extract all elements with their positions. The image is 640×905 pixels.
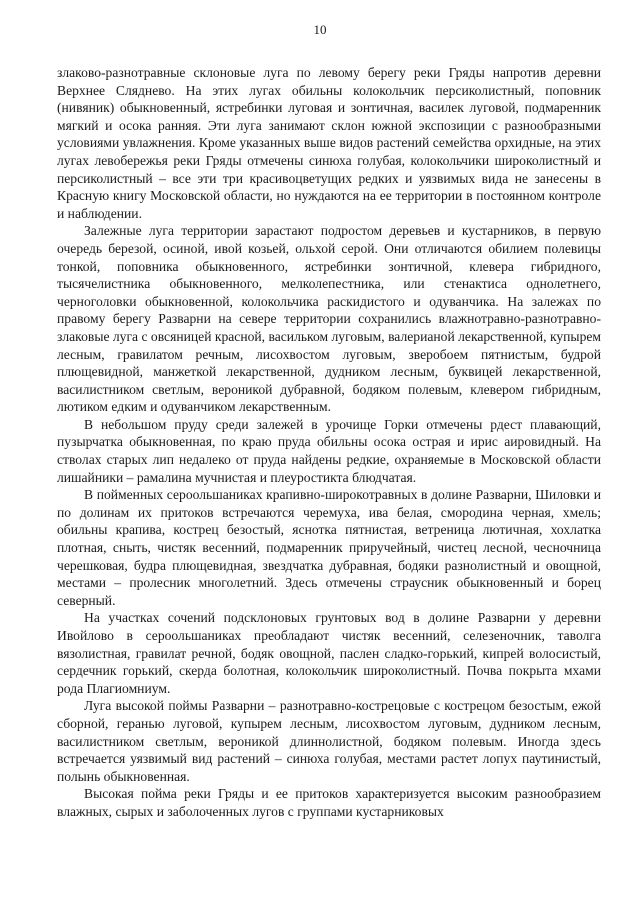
- paragraph-2: Залежные луга территории зарастают подростом деревьев и кустарников, в первую очередь березой, осиной, ивой козьей, ольхой серой. Они отличаются обилием полевицы тонкой, поповника обыкновенного, ястребинки зонтичной, клевера гибридного, тысячелистника обыкновенного, мелколепестника, или стенактиса однолетнего, черноголовки обыкновенной, колокольчика раскидистого и одуванчика. На залежах по правому берегу Разварни на севере территории сохранились влажнотравно-разнотравно-злаковые луга с овсяницей красной, васильком луговым, валерианой лекарственной, купырем лесным, гравилатом речным, лисохвостом луговым, зверобоем пятнистым, будрой плющевидной, манжеткой лекарственной, дудником лесным, буквицей лекарственной, василистником светлым, вероникой дубравной, бодяком полевым, клевером гибридным, лютиком едким и одуванчиком лекарственным.: [57, 223, 601, 415]
- paragraph-1: злаково-разнотравные склоновые луга по левому берегу реки Гряды напротив деревни Верхнее Сляднево. На этих лугах обильны колокольчик персиколистный, поповник (нивяник) обыкновенный, ястребинки луговая и зонтичная, василек луговой, подмаренник мягкий и осока ранняя. Эти луга занимают склон южной экспозиции с разнообразными условиями увлажнения. Кроме указанных выше видов растений семейства орхидные, на этих лугах левобережья реки Гряды отмечены синюха голубая, колокольчики широколистный и персиколистный – все эти три красивоцветущих редких и уязвимых вида не занесены в Красную книгу Московской области, но нуждаются на ее территории в постоянном контроле и наблюдении.: [57, 65, 601, 221]
- paragraph-4: В пойменных сероольшаниках крапивно-широкотравных в долине Разварни, Шиловки и по долинам их притоков встречаются черемуха, ива белая, смородина черная, хмель; обильны крапива, кострец безостый, яснотка пятнистая, ветреница лютичная, хохлатка плотная, сныть, чистяк весенний, подмаренник приручейный, чистец лесной, чесночница черешковая, будра плющевидная, звездчатка дубравная, бодяки разнолистный и овощной, местами – пролесник многолетний. Здесь отмечены страусник обыкновенный и борец северный.: [57, 487, 601, 608]
- paragraph-3: В небольшом пруду среди залежей в урочище Горки отмечены рдест плавающий, пузырчатка обыкновенная, по краю пруда обильны осока острая и ирис аировидный. На стволах старых лип недалеко от пруда найдены редкие, охраняемые в Московской области лишайники – рамалина мучнистая и плеуростикта блюдчатая.: [57, 416, 601, 485]
- page-number: 10: [313, 22, 327, 37]
- document-body: [57, 64, 601, 821]
- paragraph-6: Луга высокой поймы Разварни – разнотравно-кострецовые с кострецом безостым, ежой сборной, геранью луговой, купырем лесным, лисохвостом луговым, дудником лесным, василистником светлым, вероникой длиннолистной, бодяком полевым. Иногда здесь встречается уязвимый вид растений – синюха голубая, местами растет лопух паутинистый, полынь обыкновенная.: [57, 698, 601, 784]
- paragraph-7: Высокая пойма реки Гряды и ее притоков характеризуется высоким разнообразием влажных, сырых и заболоченных лугов с группами кустарниковых: [57, 786, 601, 819]
- paragraph-5: На участках сочений подсклоновых грунтовых вод в долине Разварни у деревни Ивойлово в сероольшаниках преобладают чистяк весенний, селезеночник, таволга вязолистная, гравилат речной, бодяк овощной, паслен сладко-горький, кипрей волосистый, сердечник горький, скерда болотная, колокольчик широколистный. Почва покрыта мхами рода Плагиомниум.: [57, 610, 601, 696]
